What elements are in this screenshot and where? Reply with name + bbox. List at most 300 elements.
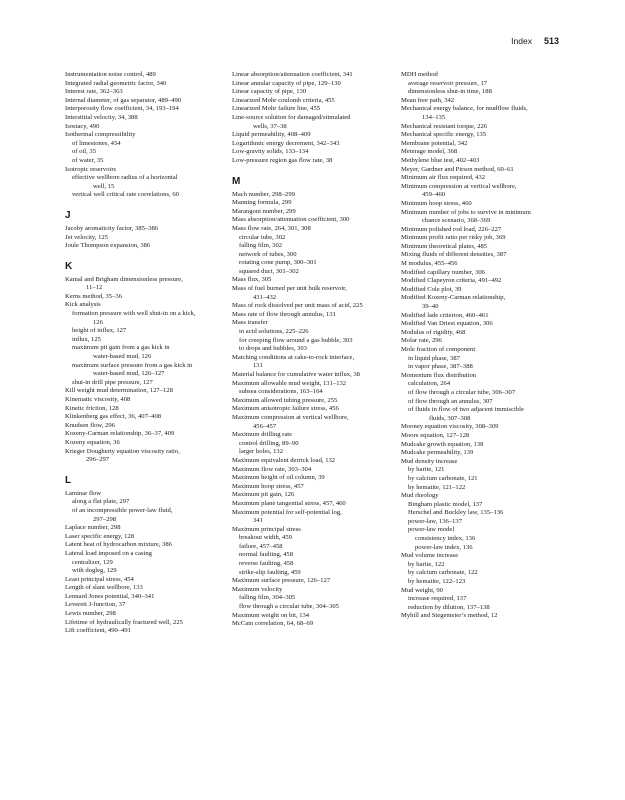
index-subentry	[401, 535, 561, 544]
index-entry	[232, 131, 392, 140]
index-subentry	[401, 380, 561, 389]
index-subentry	[65, 174, 223, 191]
index-subentry	[65, 498, 223, 507]
entry-text: Minimum hoop stress, 460	[401, 199, 472, 207]
index-entry	[232, 225, 392, 234]
index-entry	[401, 97, 561, 106]
entry-text: by calcium carbonate, 121	[408, 474, 478, 482]
section-letter-heading: J	[65, 209, 71, 221]
entry-text: Least principal stress, 454	[65, 575, 134, 583]
entry-text: McCain correlation, 64, 68–69	[232, 620, 314, 628]
index-entry	[401, 329, 561, 338]
index-entry	[65, 405, 223, 414]
index-column-1	[65, 71, 223, 636]
index-subentry	[401, 406, 561, 423]
index-entry	[401, 131, 561, 140]
entry-text: along a flat plate, 297	[72, 498, 130, 506]
index-entry	[401, 226, 561, 235]
index-entry	[232, 457, 392, 466]
entry-text: Minimum profit ratio per risky job, 369	[401, 234, 506, 242]
index-subentry	[232, 268, 392, 277]
index-subentry	[65, 148, 223, 157]
index-entry	[232, 199, 392, 208]
index-entry	[401, 260, 561, 269]
entry-text: Mole fraction of component	[401, 346, 476, 353]
page-number: 513	[543, 36, 559, 46]
entry-text: power-law index, 136	[415, 543, 473, 551]
index-entry	[65, 413, 223, 422]
entry-text: Modified Cole plot, 39	[401, 285, 462, 293]
entry-text: power-law, 136–137	[408, 517, 463, 525]
index-subentry	[65, 559, 223, 568]
entry-text: Logarithmic energy decrement, 342–343	[232, 139, 340, 147]
index-entry	[232, 140, 392, 149]
entry-text: Interstitial velocity, 34, 388	[65, 113, 138, 121]
index-subentry	[401, 561, 561, 570]
index-entry	[401, 234, 561, 243]
index-column-3	[401, 71, 561, 621]
index-entry	[65, 88, 223, 97]
index-subentry	[65, 327, 223, 336]
index-entry	[401, 587, 561, 596]
entry-text: formation pressure with well shut-in on a kick,	[72, 310, 196, 318]
entry-text: Instrumentation noise control, 489	[65, 71, 156, 78]
index-entry	[65, 105, 223, 114]
index-column-2	[232, 71, 392, 629]
index-subentry	[401, 88, 561, 97]
index-entry	[232, 414, 392, 431]
index-entry	[401, 105, 561, 122]
entry-text: dimensionless shut-in time, 188	[408, 88, 492, 96]
index-entry	[65, 576, 223, 585]
index-entry	[232, 431, 392, 440]
entry-text: Maximum velocity	[232, 585, 283, 593]
index-entry	[401, 320, 561, 329]
entry-text: average reservoir pressure, 17	[408, 79, 488, 87]
index-subentry	[401, 526, 561, 535]
entry-continuation: 126	[93, 318, 103, 326]
index-subentry	[232, 345, 392, 354]
entry-text: for creeping flow around a gas bubble, 303	[239, 336, 353, 344]
index-entry	[65, 234, 223, 243]
index-entry	[65, 293, 223, 302]
entry-text: Lift coefficient, 490–491	[65, 627, 131, 635]
index-entry	[401, 123, 561, 132]
index-entry	[65, 396, 223, 405]
entry-text: breakout width, 459	[239, 534, 292, 542]
index-entry	[232, 216, 392, 225]
entry-text: Myhill and Stegemeier’s method, 12	[401, 612, 498, 620]
index-entry	[232, 500, 392, 509]
entry-text: vertical well critical rate correlations, 60	[72, 191, 179, 199]
entry-text: Maximum allowed tubing pressure, 255	[232, 396, 338, 404]
entry-text: Jet velocity, 125	[65, 233, 108, 241]
entry-text: Minimum number of jobs to survive in minimum	[401, 208, 531, 216]
index-entry	[232, 474, 392, 483]
entry-text: reverse faulting, 458	[239, 560, 294, 568]
entry-text: of fluids in flow of two adjacent immiscible	[408, 406, 524, 414]
index-entry	[65, 242, 223, 251]
index-entry	[65, 627, 223, 636]
index-entry	[232, 97, 392, 106]
entry-text: Maximum pit gain, 126	[232, 491, 295, 499]
entry-text: Minimum theoretical plates, 485	[401, 242, 488, 250]
entry-text: Mechanical specific energy, 135	[401, 131, 487, 139]
index-subentry	[401, 398, 561, 407]
index-entry	[65, 584, 223, 593]
entry-text: Isotropic reservoirs	[65, 165, 117, 173]
entry-text: influx, 125	[72, 335, 101, 343]
index-entry	[401, 458, 561, 467]
entry-text: Membrane potential, 342	[401, 139, 468, 147]
entry-text: Leverett J-function, 37	[65, 601, 126, 609]
entry-text: by barite, 122	[408, 560, 445, 568]
index-subentry	[65, 379, 223, 388]
entry-text: shut-in drill pipe pressure, 127	[72, 378, 153, 386]
index-entry	[65, 80, 223, 89]
entry-text: Kinetic friction, 128	[65, 404, 119, 412]
index-entry	[65, 166, 223, 175]
index-entry	[232, 276, 392, 285]
entry-text: Jacoby aromaticity factor, 385–386	[65, 224, 159, 232]
entry-text: Integrated radial geometric factor, 340	[65, 79, 167, 87]
entry-text: Mudcake permeability, 139	[401, 449, 474, 457]
index-subentry	[401, 363, 561, 372]
entry-text: of limestones, 454	[72, 139, 121, 147]
index-entry	[65, 448, 223, 465]
entry-text: Linear annular capacity of pipe, 129–130	[232, 79, 341, 87]
index-entry	[232, 71, 392, 80]
entry-continuation: well, 15	[93, 182, 115, 190]
index-entry	[401, 441, 561, 450]
entry-text: Maximum compression at vertical wellbore,	[232, 413, 349, 421]
entry-text: Klinkenberg gas effect, 36, 407–408	[65, 413, 162, 421]
index-subentry	[401, 501, 561, 510]
index-entry	[65, 301, 223, 310]
index-entry	[65, 550, 223, 559]
index-subentry	[232, 448, 392, 457]
entry-text: Moore equation, 127–128	[401, 431, 470, 439]
entry-text: Kinematic viscosity, 408	[65, 396, 131, 403]
index-subentry	[401, 595, 561, 604]
entry-continuation: 341	[253, 517, 263, 525]
index-subentry	[401, 544, 561, 553]
index-entry	[65, 430, 223, 439]
entry-text: Laplace number, 298	[65, 524, 121, 532]
entry-continuation: 134–135	[422, 113, 446, 121]
entry-text: Liquid permeability, 408–409	[232, 131, 311, 139]
entry-text: maximum surface pressure from a gas kick in	[72, 361, 193, 369]
entry-text: Maximum weight on bit, 134	[232, 611, 310, 619]
index-entry	[232, 354, 392, 371]
entry-text: Kick analysis	[65, 301, 101, 309]
entry-text: Herschel and Buckley law, 135–136	[408, 509, 504, 517]
entry-text: Matching conditions at cake-to-rock interface,	[232, 353, 355, 361]
entry-text: Lewis number, 298	[65, 610, 116, 618]
entry-text: of flow through a circular tube, 306–307	[408, 388, 516, 396]
index-entry	[401, 140, 561, 149]
index-entry	[65, 71, 223, 80]
index-entry	[232, 80, 392, 89]
entry-text: Methylene blue test, 402–403	[401, 156, 480, 164]
index-entry	[232, 285, 392, 302]
index-entry	[65, 610, 223, 619]
index-entry	[65, 131, 223, 140]
index-subentry	[401, 389, 561, 398]
entry-text: falling film, 304–305	[239, 594, 296, 602]
entry-text: Mud weight, 90	[401, 586, 443, 594]
entry-text: Laser specific energy, 128	[65, 532, 135, 540]
index-subentry	[401, 509, 561, 518]
index-entry	[401, 432, 561, 441]
entry-text: height of influx, 127	[72, 327, 127, 335]
entry-text: Internal diameter, of gas separator, 489–490	[65, 96, 182, 104]
entry-text: centralizer, 129	[72, 558, 113, 566]
entry-text: power-law model	[408, 526, 455, 534]
entry-text: subsea considerations, 163–164	[239, 388, 323, 396]
entry-text: Mass rate of flow through annulus, 131	[232, 310, 336, 318]
entry-text: increase required, 137	[408, 595, 467, 603]
index-subentry	[65, 336, 223, 345]
entry-text: Manning formula, 299	[232, 199, 292, 207]
entry-text: by hematite, 121–122	[408, 483, 466, 491]
entry-text: Maximum principal stress	[232, 525, 301, 533]
index-subentry	[401, 466, 561, 475]
entry-text: effective wellbore radius of a horizontal	[72, 174, 178, 182]
entry-continuation: 456–457	[253, 422, 277, 430]
entry-text: larger holes, 132	[239, 448, 284, 456]
entry-text: of an incompressible power-law fluid,	[72, 506, 173, 514]
entry-text: Modified capillary number, 306	[401, 268, 485, 276]
entry-text: Mooney equation viscosity, 308–309	[401, 423, 499, 431]
entry-text: Kozeny-Carman relationship, 36–37, 409	[65, 430, 175, 438]
entry-text: Kamal and Brigham dimensionless pressure,	[65, 275, 183, 283]
index-entry	[65, 225, 223, 234]
entry-text: by barite, 121	[408, 466, 445, 474]
entry-text: Lifetime of hydraulically fractured well, 225	[65, 618, 183, 626]
index-subentry	[232, 543, 392, 552]
entry-text: rotating cone pump, 300–301	[239, 259, 317, 267]
entry-text: by hematite, 122–123	[408, 578, 466, 586]
entry-text: Mechanical resistant torque, 226	[401, 122, 488, 130]
running-head-title: Index	[511, 36, 532, 46]
entry-text: network of tubes, 300	[239, 250, 297, 258]
entry-text: Modulus of rigidity, 468	[401, 328, 466, 336]
index-entry	[401, 174, 561, 183]
entry-text: circular tube, 302	[239, 233, 286, 241]
entry-text: Mass absorption/attenuation coefficient, 300	[232, 216, 350, 224]
index-entry	[65, 593, 223, 602]
entry-text: Mean free path, 342	[401, 96, 455, 104]
index-entry	[401, 372, 561, 381]
entry-text: consistency index, 136	[415, 535, 476, 543]
index-subentry	[401, 80, 561, 89]
index-entry	[401, 346, 561, 355]
entry-text: Linear absorption/attenuation coefficient, 341	[232, 71, 353, 78]
entry-text: by calcium carbonate, 122	[408, 569, 478, 577]
entry-text: Mud density increase	[401, 457, 458, 465]
entry-text: Interporosity flow coefficient, 34, 193–194	[65, 105, 179, 113]
entry-text: with dogleg, 129	[72, 567, 117, 575]
entry-text: Mud volume increase	[401, 552, 459, 560]
entry-text: Maximum surface pressure, 126–127	[232, 577, 331, 585]
index-entry	[401, 183, 561, 200]
index-entry	[401, 286, 561, 295]
entry-text: Mudcake growth equation, 138	[401, 440, 484, 448]
entry-text: in acid solutions, 225–226	[239, 328, 309, 336]
entry-text: Linear capacity of pipe, 130	[232, 88, 307, 96]
index-subentry	[232, 234, 392, 243]
entry-text: Minimum polished rod load, 226–227	[401, 225, 502, 233]
entry-continuation: 11–12	[86, 284, 103, 292]
index-entry	[232, 380, 392, 389]
entry-text: to drops and bubbles, 303	[239, 345, 307, 353]
entry-text: of flow through an annulus, 307	[408, 397, 493, 405]
index-entry	[232, 114, 392, 131]
section-letter-heading: L	[65, 474, 72, 486]
index-entry	[232, 208, 392, 217]
entry-text: falling film, 302	[239, 242, 283, 250]
index-entry	[401, 251, 561, 260]
entry-text: Laminar flow	[65, 489, 102, 497]
index-entry	[401, 423, 561, 432]
index-entry	[232, 311, 392, 320]
entry-text: Minimum air flux required, 432	[401, 174, 486, 182]
entry-text: Maximum hoop stress, 457	[232, 482, 304, 490]
index-entry	[65, 490, 223, 499]
index-entry	[65, 276, 223, 293]
index-entry	[65, 601, 223, 610]
entry-text: Low-pressure region gas flow rate, 38	[232, 156, 333, 164]
entry-text: Modified Clapeyron criteria, 491–492	[401, 277, 502, 285]
index-subentry	[232, 259, 392, 268]
entry-continuation: water-based mud, 126	[93, 353, 152, 361]
entry-text: strike-slip faulting, 459	[239, 568, 301, 576]
index-subentry	[232, 251, 392, 260]
entry-text: Krieger Dougherty equation viscosity ratio,	[65, 447, 180, 455]
entry-text: Maximum plane tangential stress, 457, 460	[232, 499, 346, 507]
index-entry	[232, 577, 392, 586]
index-entry	[65, 524, 223, 533]
entry-text: Joule Thompson expansion, 386	[65, 242, 151, 250]
index-subentry	[401, 518, 561, 527]
entry-continuation: 431–432	[253, 293, 277, 301]
index-subentry	[401, 484, 561, 493]
entry-text: Maximum anisotropic failure stress, 456	[232, 405, 339, 413]
index-entry	[401, 449, 561, 458]
entry-text: Mass flow rate, 264, 301, 308	[232, 224, 311, 232]
index-entry	[401, 552, 561, 561]
index-subentry	[232, 337, 392, 346]
entry-text: Maximum flow rate, 303–304	[232, 465, 312, 473]
entry-text: Meyer, Gardner and Pirson method, 60–61	[401, 165, 514, 173]
entry-text: Mixing fluids of different densities, 387	[401, 251, 507, 259]
index-entry	[401, 277, 561, 286]
index-subentry	[401, 604, 561, 613]
entry-text: reduction by dilution, 137–138	[408, 603, 490, 611]
entry-text: Interest rate, 362–363	[65, 88, 123, 96]
index-entry	[232, 612, 392, 621]
entry-continuation: 296–297	[86, 456, 110, 464]
index-entry	[401, 157, 561, 166]
entry-text: Mach number, 298–299	[232, 190, 295, 198]
entry-text: Low-gravity solids, 133–134	[232, 148, 309, 156]
index-entry	[232, 466, 392, 475]
section-letter-heading: M	[232, 175, 241, 187]
entry-continuation: 297–298	[93, 515, 117, 523]
index-subentry	[232, 440, 392, 449]
entry-text: in vapor phase, 387–388	[408, 363, 473, 371]
page-header	[511, 36, 559, 46]
entry-text: Molar rate, 296	[401, 337, 442, 345]
index-subentry	[65, 567, 223, 576]
index-entry	[232, 509, 392, 526]
index-subentry	[65, 191, 223, 200]
index-entry	[232, 88, 392, 97]
entry-continuation: chance scenario, 368–369	[422, 217, 491, 225]
entry-text: squared duct, 301–302	[239, 267, 299, 275]
index-subentry	[65, 507, 223, 524]
entry-continuation: water-based mud, 126–127	[93, 370, 165, 378]
entry-text: control drilling, 89–90	[239, 439, 299, 447]
index-subentry	[232, 560, 392, 569]
index-entry	[232, 191, 392, 200]
entry-text: Kill weight mud determination, 127–128	[65, 387, 173, 395]
index-entry	[401, 209, 561, 226]
index-entry	[65, 422, 223, 431]
entry-text: Line-source solution for damaged/stimulated	[232, 113, 351, 121]
entry-text: Isothermal compressibility	[65, 131, 136, 139]
entry-text: Lateral load imposed on a casing	[65, 549, 152, 557]
index-entry	[401, 612, 561, 621]
index-entry	[65, 387, 223, 396]
entry-text: Mass flux, 305	[232, 276, 272, 284]
entry-text: MDH method	[401, 71, 438, 78]
entry-text: Mass of rock dissolved per unit mass of acid, 225	[232, 302, 363, 310]
entry-continuation: 131	[253, 362, 263, 370]
index-entry	[401, 71, 561, 80]
entry-text: Bingham plastic model, 137	[408, 500, 483, 508]
index-entry	[232, 397, 392, 406]
index-subentry	[232, 388, 392, 397]
entry-text: Latent heat of hydrocarbon mixture, 386	[65, 541, 172, 549]
index-entry	[65, 97, 223, 106]
entry-text: Kozeny equation, 36	[65, 438, 120, 446]
index-entry	[232, 405, 392, 414]
index-entry	[232, 586, 392, 595]
index-entry	[401, 200, 561, 209]
index-subentry	[401, 475, 561, 484]
index-entry	[65, 541, 223, 550]
entry-text: Momentum flux distribution	[401, 371, 477, 379]
index-entry	[65, 114, 223, 123]
entry-text: Isostacy, 490	[65, 122, 100, 130]
entry-text: Modified lade criterion, 460–461	[401, 311, 489, 319]
entry-text: calculation, 264	[408, 380, 451, 388]
entry-text: Meterage model, 368	[401, 148, 458, 156]
index-subentry	[401, 578, 561, 587]
entry-text: of water, 35	[72, 156, 104, 164]
entry-text: normal faulting, 458	[239, 551, 294, 559]
index-subentry	[401, 355, 561, 364]
entry-continuation: fluids, 307–308	[429, 414, 471, 422]
entry-text: Mechanical energy balance, for mudflow fluids,	[401, 105, 528, 113]
entry-text: Modified Van Driest equation, 306	[401, 320, 493, 328]
entry-text: Linearized Mohr failure line, 455	[232, 105, 321, 113]
index-entry	[232, 302, 392, 311]
index-entry	[401, 312, 561, 321]
index-subentry	[65, 157, 223, 166]
